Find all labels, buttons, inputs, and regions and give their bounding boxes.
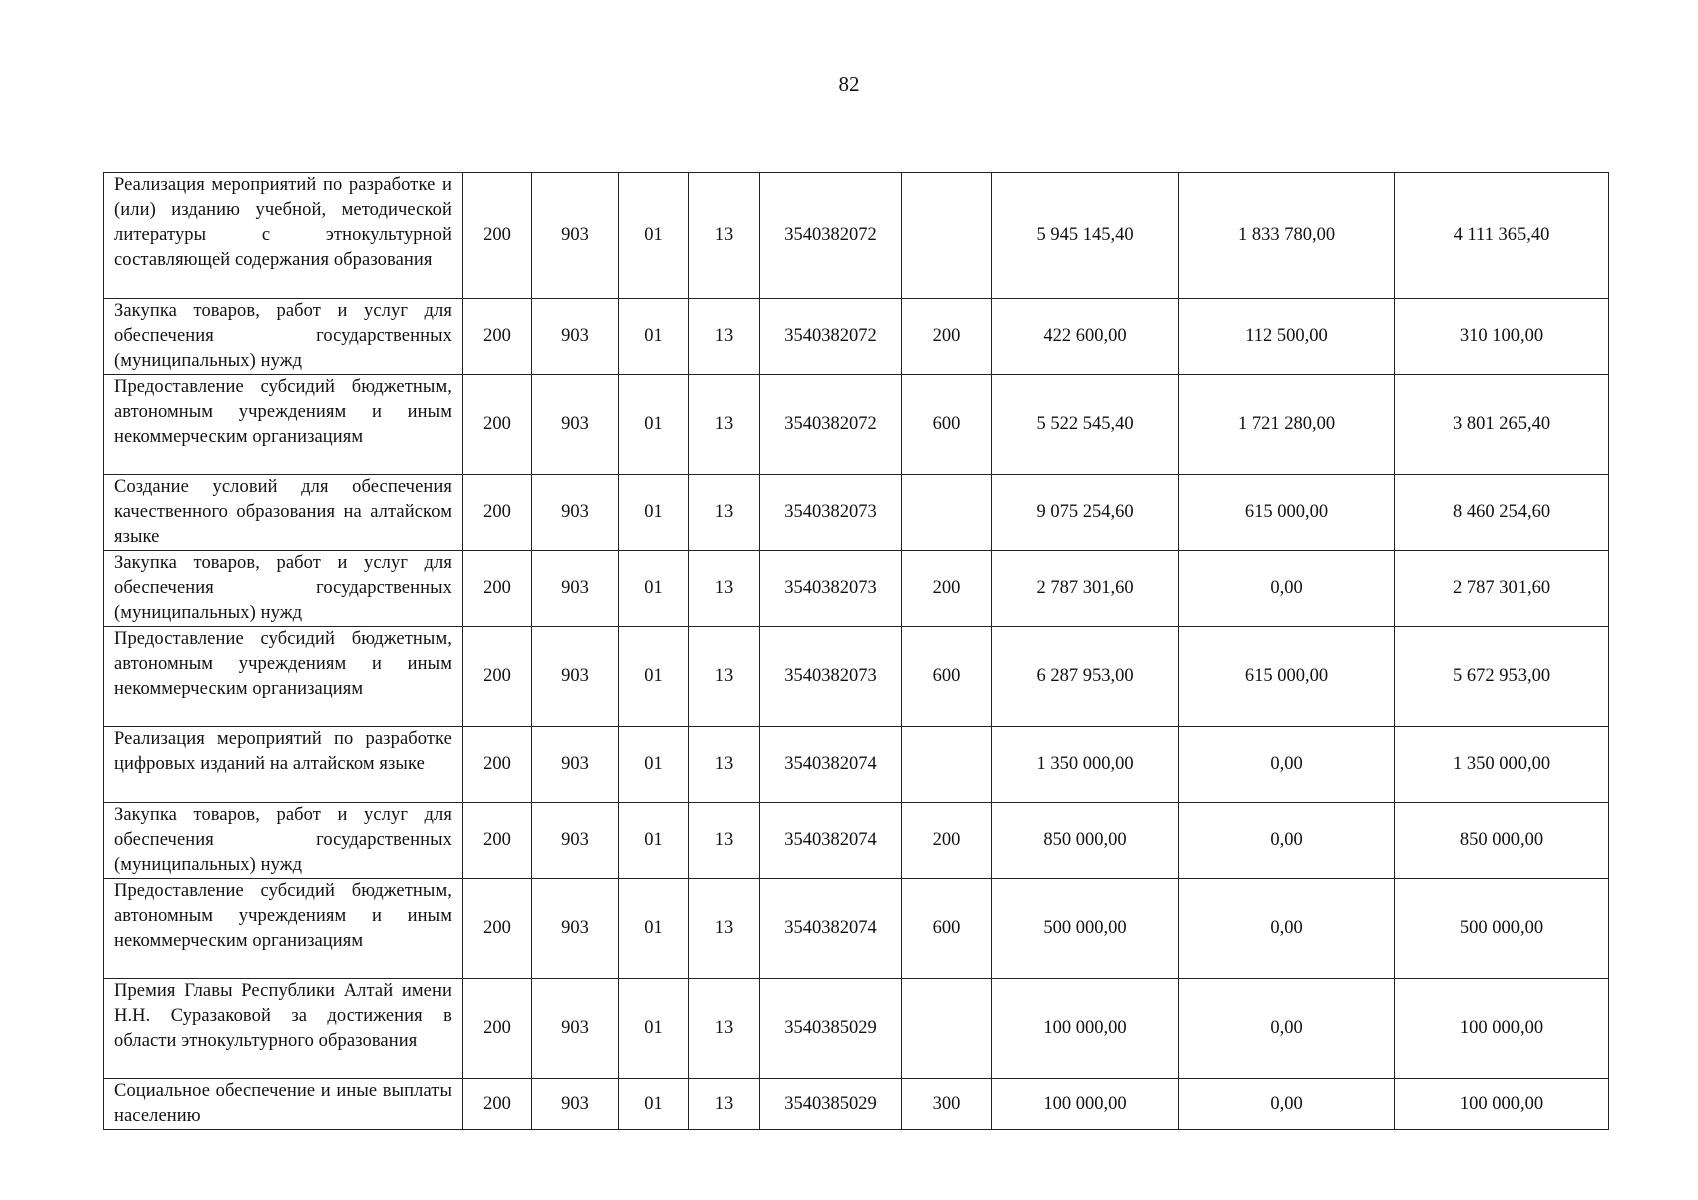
code-6-cell: 600: [902, 879, 992, 979]
code-3-cell: 01: [619, 727, 689, 803]
table-row: [104, 727, 1609, 803]
amount-1-cell: 1 833 780,00: [1179, 173, 1395, 299]
code-1-cell: 200: [463, 1079, 532, 1130]
amount-1-cell: 0,00: [1179, 551, 1395, 627]
code-4-cell: 13: [689, 299, 760, 375]
table-row: [104, 299, 1609, 375]
amount-2-cell: 310 100,00: [1395, 299, 1609, 375]
amount-1-cell: 0,00: [1179, 727, 1395, 803]
code-2-cell: 903: [532, 475, 619, 551]
code-6-cell: 200: [902, 803, 992, 879]
code-5-cell: 3540382072: [760, 173, 902, 299]
amount-2-cell: 4 111 365,40: [1395, 173, 1609, 299]
amount-2-cell: 2 787 301,60: [1395, 551, 1609, 627]
code-5-cell: 3540382073: [760, 551, 902, 627]
amount-2-cell: 8 460 254,60: [1395, 475, 1609, 551]
description-cell: Премия Главы Республики Алтай имени Н.Н. Суразаковой за достижения в области этнокультурного образования: [104, 979, 463, 1079]
code-1-cell: 200: [463, 727, 532, 803]
code-2-cell: 903: [532, 551, 619, 627]
total-amount-cell: 6 287 953,00: [992, 627, 1179, 727]
code-2-cell: 903: [532, 879, 619, 979]
table-row: [104, 803, 1609, 879]
code-1-cell: 200: [463, 173, 532, 299]
code-4-cell: 13: [689, 375, 760, 475]
total-amount-cell: 5 522 545,40: [992, 375, 1179, 475]
total-amount-cell: 422 600,00: [992, 299, 1179, 375]
code-4-cell: 13: [689, 627, 760, 727]
code-4-cell: 13: [689, 173, 760, 299]
code-5-cell: 3540382074: [760, 803, 902, 879]
code-2-cell: 903: [532, 299, 619, 375]
amount-1-cell: 0,00: [1179, 979, 1395, 1079]
code-4-cell: 13: [689, 551, 760, 627]
code-4-cell: 13: [689, 979, 760, 1079]
code-4-cell: 13: [689, 879, 760, 979]
table-row: [104, 375, 1609, 475]
total-amount-cell: 850 000,00: [992, 803, 1179, 879]
total-amount-cell: 9 075 254,60: [992, 475, 1179, 551]
code-3-cell: 01: [619, 375, 689, 475]
amount-1-cell: 0,00: [1179, 803, 1395, 879]
total-amount-cell: 100 000,00: [992, 979, 1179, 1079]
code-5-cell: 3540382074: [760, 879, 902, 979]
code-1-cell: 200: [463, 803, 532, 879]
code-5-cell: 3540385029: [760, 1079, 902, 1130]
amount-2-cell: 850 000,00: [1395, 803, 1609, 879]
code-3-cell: 01: [619, 475, 689, 551]
total-amount-cell: 100 000,00: [992, 1079, 1179, 1130]
description-cell: Закупка товаров, работ и услуг для обеспечения государственных (муниципальных) нужд: [104, 299, 463, 375]
amount-1-cell: 0,00: [1179, 1079, 1395, 1130]
code-5-cell: 3540382073: [760, 627, 902, 727]
code-3-cell: 01: [619, 627, 689, 727]
amount-1-cell: 112 500,00: [1179, 299, 1395, 375]
description-cell: Предоставление субсидий бюджетным, автономным учреждениям и иным некоммерческим организациям: [104, 879, 463, 979]
code-5-cell: 3540382072: [760, 299, 902, 375]
budget-table: [103, 172, 1609, 1130]
code-2-cell: 903: [532, 979, 619, 1079]
code-6-cell: [902, 173, 992, 299]
code-4-cell: 13: [689, 475, 760, 551]
table-row: [104, 627, 1609, 727]
description-cell: Закупка товаров, работ и услуг для обеспечения государственных (муниципальных) нужд: [104, 803, 463, 879]
code-1-cell: 200: [463, 879, 532, 979]
code-1-cell: 200: [463, 627, 532, 727]
total-amount-cell: 1 350 000,00: [992, 727, 1179, 803]
table-row: [104, 979, 1609, 1079]
code-3-cell: 01: [619, 803, 689, 879]
code-5-cell: 3540382072: [760, 375, 902, 475]
description-cell: Создание условий для обеспечения качественного образования на алтайском языке: [104, 475, 463, 551]
description-cell: Закупка товаров, работ и услуг для обеспечения государственных (муниципальных) нужд: [104, 551, 463, 627]
code-3-cell: 01: [619, 979, 689, 1079]
code-6-cell: [902, 475, 992, 551]
total-amount-cell: 500 000,00: [992, 879, 1179, 979]
code-6-cell: 600: [902, 375, 992, 475]
amount-1-cell: 0,00: [1179, 879, 1395, 979]
description-cell: Социальное обеспечение и иные выплаты населению: [104, 1079, 463, 1130]
description-cell: Реализация мероприятий по разработке цифровых изданий на алтайском языке: [104, 727, 463, 803]
code-3-cell: 01: [619, 879, 689, 979]
code-6-cell: 200: [902, 551, 992, 627]
table-row: [104, 1079, 1609, 1130]
code-3-cell: 01: [619, 551, 689, 627]
table-row: [104, 879, 1609, 979]
code-1-cell: 200: [463, 979, 532, 1079]
description-cell: Предоставление субсидий бюджетным, автономным учреждениям и иным некоммерческим организациям: [104, 375, 463, 475]
code-1-cell: 200: [463, 299, 532, 375]
amount-2-cell: 500 000,00: [1395, 879, 1609, 979]
amount-2-cell: 3 801 265,40: [1395, 375, 1609, 475]
code-4-cell: 13: [689, 1079, 760, 1130]
code-6-cell: 300: [902, 1079, 992, 1130]
code-5-cell: 3540385029: [760, 979, 902, 1079]
amount-1-cell: 1 721 280,00: [1179, 375, 1395, 475]
amount-2-cell: 1 350 000,00: [1395, 727, 1609, 803]
code-6-cell: 600: [902, 627, 992, 727]
amount-2-cell: 100 000,00: [1395, 979, 1609, 1079]
table-row: [104, 551, 1609, 627]
code-2-cell: 903: [532, 727, 619, 803]
amount-1-cell: 615 000,00: [1179, 475, 1395, 551]
code-6-cell: [902, 727, 992, 803]
total-amount-cell: 5 945 145,40: [992, 173, 1179, 299]
amount-2-cell: 5 672 953,00: [1395, 627, 1609, 727]
description-cell: Предоставление субсидий бюджетным, автономным учреждениям и иным некоммерческим организациям: [104, 627, 463, 727]
code-2-cell: 903: [532, 173, 619, 299]
code-5-cell: 3540382074: [760, 727, 902, 803]
code-4-cell: 13: [689, 727, 760, 803]
code-6-cell: 200: [902, 299, 992, 375]
code-2-cell: 903: [532, 627, 619, 727]
code-1-cell: 200: [463, 475, 532, 551]
code-3-cell: 01: [619, 299, 689, 375]
code-2-cell: 903: [532, 1079, 619, 1130]
page-number: 82: [838, 72, 860, 96]
code-6-cell: [902, 979, 992, 1079]
code-4-cell: 13: [689, 803, 760, 879]
code-1-cell: 200: [463, 551, 532, 627]
code-2-cell: 903: [532, 375, 619, 475]
amount-1-cell: 615 000,00: [1179, 627, 1395, 727]
code-3-cell: 01: [619, 1079, 689, 1130]
description-cell: Реализация мероприятий по разработке и (или) изданию учебной, методической литературы с этнокультурной составляющей содержания образования: [104, 173, 463, 299]
code-2-cell: 903: [532, 803, 619, 879]
total-amount-cell: 2 787 301,60: [992, 551, 1179, 627]
code-5-cell: 3540382073: [760, 475, 902, 551]
code-1-cell: 200: [463, 375, 532, 475]
code-3-cell: 01: [619, 173, 689, 299]
table-row: [104, 173, 1609, 299]
amount-2-cell: 100 000,00: [1395, 1079, 1609, 1130]
table-row: [104, 475, 1609, 551]
table-body: [104, 173, 1609, 1130]
